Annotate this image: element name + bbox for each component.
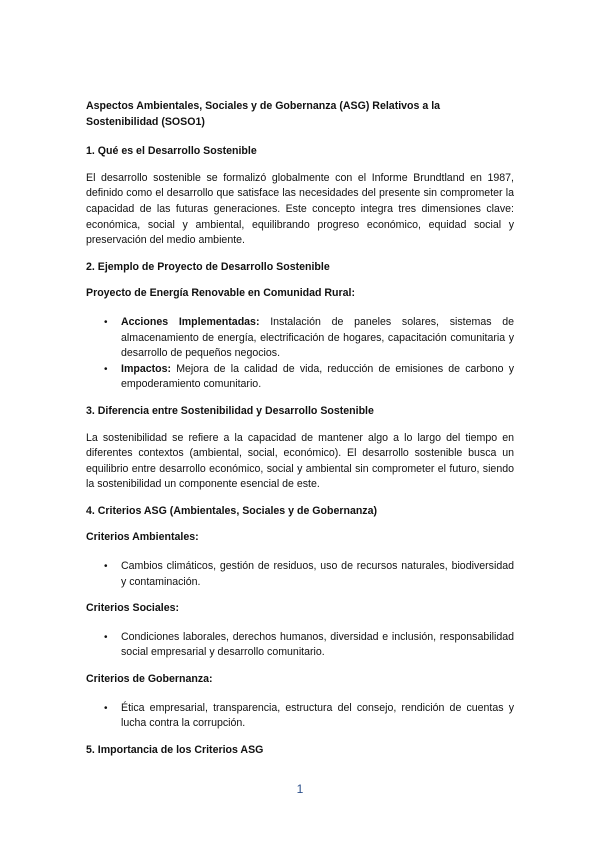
list-item xyxy=(86,315,514,362)
bullet-icon: • xyxy=(104,316,108,328)
section-5-heading: 5. Importancia de los Criterios ASG xyxy=(86,743,264,756)
section-4-heading: 4. Criterios ASG (Ambientales, Sociales y de Gobernanza) xyxy=(86,504,378,517)
list-item xyxy=(86,701,514,732)
bullet-icon: • xyxy=(104,702,108,714)
bullet-icon: • xyxy=(104,363,108,375)
social-criteria-heading: Criterios Sociales: xyxy=(86,602,180,615)
page-content xyxy=(86,99,514,769)
section-2-bullet-list xyxy=(86,315,514,393)
document-title: Aspectos Ambientales, Sociales y de Gobernanza (ASG) Relativos a la Sostenibilidad (SOSO1) xyxy=(86,100,441,128)
governance-criteria-list xyxy=(86,701,514,732)
social-criteria-list xyxy=(86,630,514,661)
list-item xyxy=(86,362,514,393)
bullet-text: Cambios climáticos, gestión de residuos, uso de recursos naturales, biodiversidad y contaminación. xyxy=(121,560,514,588)
bullet-text: Condiciones laborales, derechos humanos, diversidad e inclusión, responsabilidad social empresarial y desarrollo comunitario. xyxy=(121,630,514,659)
list-item xyxy=(86,630,514,661)
bullet-lead: Acciones Implementadas: xyxy=(121,315,260,328)
section-3-heading: 3. Diferencia entre Sostenibilidad y Desarrollo Sostenible xyxy=(86,404,374,417)
section-2-heading: 2. Ejemplo de Proyecto de Desarrollo Sostenible xyxy=(86,260,330,273)
bullet-text: Instalación de paneles solares, sistemas de almacenamiento de energía, electrificación de hogares, capacitación comunitaria y desarrollo de pequeños negocios. xyxy=(121,315,515,360)
bullet-text: Mejora de la calidad de vida, reducción de emisiones de carbono y empoderamiento comunitario. xyxy=(121,362,514,391)
env-criteria-heading: Criterios Ambientales: xyxy=(86,531,199,544)
bullet-icon: • xyxy=(104,631,108,643)
env-criteria-list xyxy=(86,559,514,590)
bullet-lead: Impactos: xyxy=(121,362,172,375)
bullet-text: Ética empresarial, transparencia, estructura del consejo, rendición de cuentas y lucha contra la corrupción. xyxy=(121,701,514,730)
section-1-heading: 1. Qué es el Desarrollo Sostenible xyxy=(86,145,257,158)
page-number: 1 xyxy=(296,782,304,796)
section-3-paragraph: La sostenibilidad se refiere a la capacidad de mantener algo a lo largo del tiempo en diferentes contextos (ambiental, social, económico). El desarrollo sostenible busca un equilibrio entre desarrollo económico, social y ambiental sin comprometer el futuro, siendo la sostenibilidad un componente esencial de este. xyxy=(86,431,514,491)
section-2-subheading: Proyecto de Energía Renovable en Comunidad Rural: xyxy=(86,287,356,300)
bullet-icon: • xyxy=(104,561,108,573)
list-item xyxy=(86,559,514,590)
section-1-paragraph: El desarrollo sostenible se formalizó globalmente con el Informe Brundtland en 1987, definido como el desarrollo que satisface las necesidades del presente sin comprometer la capacidad de las futuras generaciones. Este concepto integra tres dimensiones clave: económica, social y ambiental, equilibrando progreso económico, equidad social y preservación del medio ambiente. xyxy=(86,171,514,247)
governance-criteria-heading: Criterios de Gobernanza: xyxy=(86,673,213,686)
